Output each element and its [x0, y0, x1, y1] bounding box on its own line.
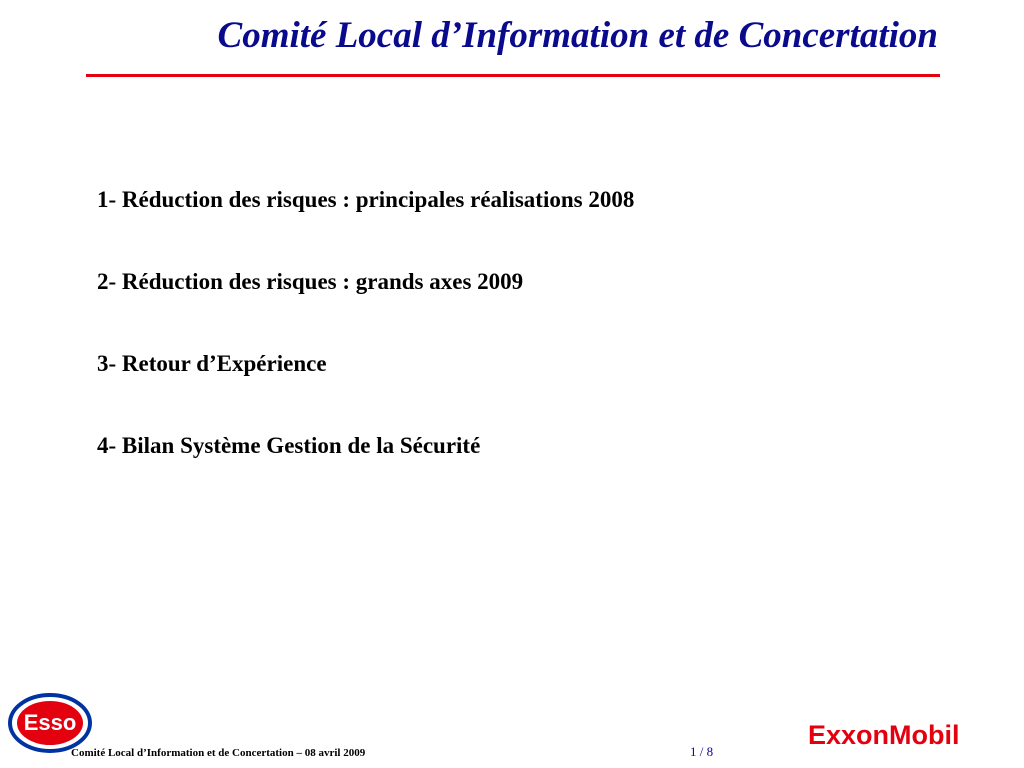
page-number: 1 / 8	[690, 744, 714, 759]
agenda-item-1: 1- Réduction des risques : principales réalisations 2008	[97, 187, 635, 212]
exxonmobil-logo	[806, 718, 978, 750]
slide-title: Comité Local d’Information et de Concertation	[217, 15, 938, 56]
esso-logo	[8, 693, 92, 753]
svg-text:ExxonMobil: ExxonMobil	[808, 720, 960, 750]
footer-text: Comité Local d’Information et de Concertation – 08 avril 2009	[71, 747, 366, 759]
agenda-item-2: 2- Réduction des risques : grands axes 2009	[97, 269, 524, 294]
title-divider	[86, 74, 940, 77]
svg-text:Esso: Esso	[23, 710, 77, 735]
agenda-list	[97, 180, 634, 508]
agenda-item-4: 4- Bilan Système Gestion de la Sécurité	[97, 433, 481, 458]
agenda-item-3: 3- Retour d’Expérience	[97, 351, 327, 376]
